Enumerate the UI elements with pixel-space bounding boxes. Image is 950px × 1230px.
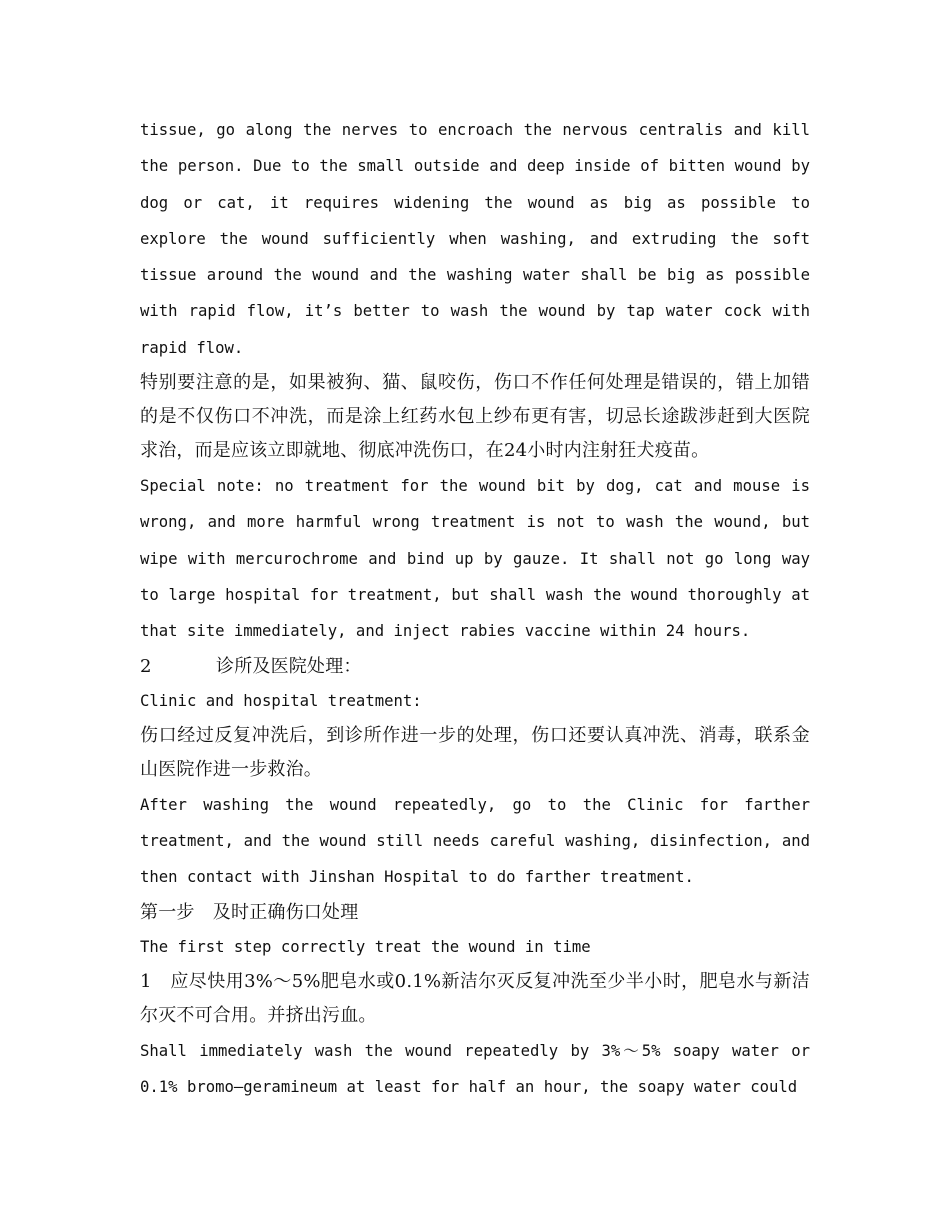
section-title-english: Clinic and hospital treatment: <box>140 691 422 710</box>
step-heading: 第一步 及时正确伤口处理 <box>140 901 359 923</box>
paragraph-chinese: 伤口经过反复冲洗后，到诊所作进一步的处理，伤口还要认真冲洗、消毒，联系金山医院作进一步救治。 <box>140 724 810 780</box>
paragraph-chinese: 特别要注意的是，如果被狗、猫、鼠咬伤，伤口不作任何处理是错误的，错上加错的是不仅伤口不冲洗，而是涂上红药水包上纱布更有害，切忌长途跋涉赶到大医院求治，而是应该立即就地、彻底冲洗伤口，在24小时内注射狂犬疫苗。 <box>140 372 810 462</box>
paragraph-english: Special note: no treatment for the wound bit by dog, cat and mouse is wrong, and more harmful wrong treatment is not to wash the wound, but wipe with mercurochrome and bind up by gauze. It shall not go long way to large hospital for treatment, but shall wash the wound thoroughly at that site immediately, and inject rabies vaccine within 24 hours. <box>140 477 810 641</box>
section-number: 2 <box>140 655 152 677</box>
section-title: 诊所及医院处理： <box>216 655 362 677</box>
document-page <box>140 112 810 1106</box>
step-heading-english: The first step correctly treat the wound in time <box>140 937 591 956</box>
paragraph-english: After washing the wound repeatedly, go to the Clinic for farther treatment, and the wound still needs careful washing, disinfection, and then contact with Jinshan Hospital to do farther treatment. <box>140 795 810 887</box>
section-heading <box>140 650 810 683</box>
paragraph-english: tissue, go along the nerves to encroach the nervous centralis and kill the person. Due to the small outside and deep inside of bitten wound by dog or cat, it requires widening the wound as big as possible to explore the wound sufficiently when washing, and extruding the soft tissue around the wound and the washing water shall be big as possible with rapid flow, it’s better to wash the wound by tap water cock with rapid flow. <box>140 121 810 357</box>
paragraph-chinese: 1 应尽快用3%～5%肥皂水或0.1%新洁尔灭反复冲洗至少半小时，肥皂水与新洁尔灭不可合用。并挤出污血。 <box>140 971 810 1027</box>
paragraph-english: Shall immediately wash the wound repeatedly by 3%～5% soapy water or 0.1% bromo—geramineum at least for half an hour, the soapy water could <box>140 1042 810 1097</box>
